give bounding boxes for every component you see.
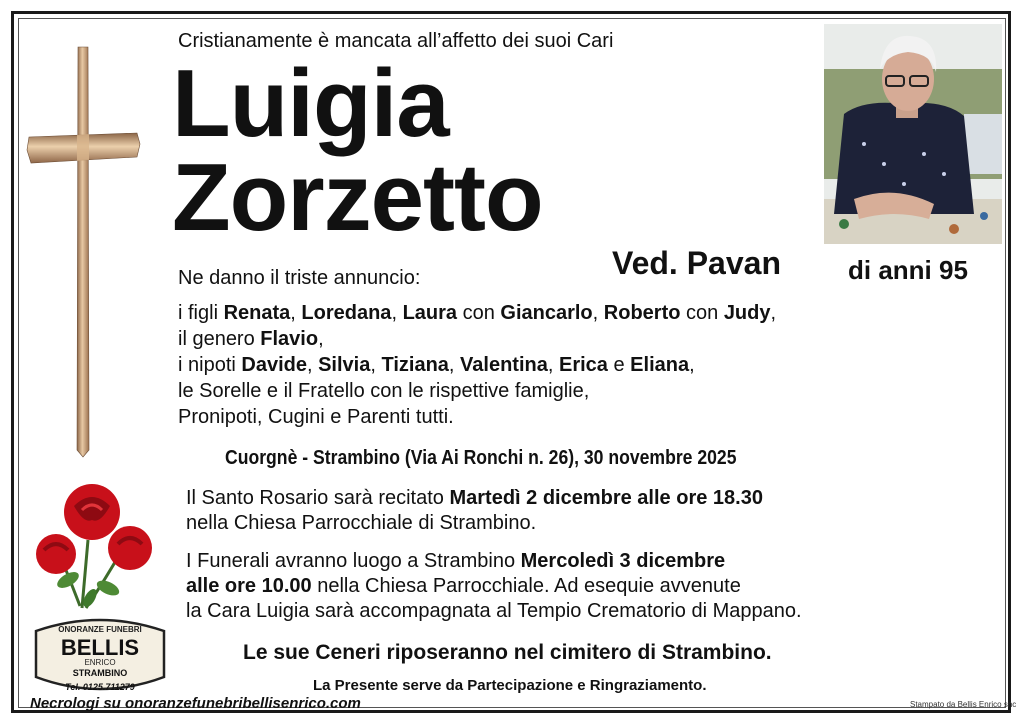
- bellis-logo: [30, 615, 170, 697]
- funeral-notice: I Funerali avranno luogo a Strambino Mercoledì 3 dicembre alle ore 10.00 nella Chiesa Parrocchiale. Ad esequie avvenute la Cara Luigia sarà accompagnata al Tempio Crematorio di Mappano.: [186, 550, 802, 622]
- website-line: Necrologi su onoranzefunebribellisenrico.com: [30, 695, 361, 712]
- roses-icon: [30, 480, 160, 610]
- age: di anni 95: [848, 255, 968, 285]
- svg-text:ENRICO: ENRICO: [84, 658, 116, 667]
- relatives-list: [178, 300, 938, 430]
- intro-line: Cristianamente è mancata all’affetto dei suoi Cari: [178, 30, 614, 52]
- rosary-notice: Il Santo Rosario sarà recitato Martedì 2 dicembre alle ore 18.30 nella Chiesa Parrocchiale di Strambino.: [186, 487, 763, 534]
- svg-text:Tel. 0125.711279: Tel. 0125.711279: [65, 682, 135, 692]
- place-date-line: Cuorgnè - Strambino (Via Ai Ronchi n. 26), 30 novembre 2025: [225, 447, 737, 469]
- first-name: Luigia: [172, 50, 449, 157]
- announce-line: Ne danno il triste annuncio:: [178, 267, 421, 289]
- svg-text:STRAMBINO: STRAMBINO: [72, 668, 128, 678]
- widow-of: Ved. Pavan: [612, 245, 781, 281]
- relatives-line: le Sorelle e il Fratello con le rispettive famiglie,: [178, 380, 590, 402]
- svg-text:BELLIS: BELLIS: [60, 635, 140, 660]
- portrait-photo: [824, 24, 1002, 244]
- printed-by: Stampato da Bellis Enrico snc: [910, 700, 1017, 709]
- cross-icon: [25, 45, 145, 460]
- ashes-line: Le sue Ceneri riposeranno nel cimitero di Strambino.: [243, 641, 772, 664]
- relatives-line: i figli Renata, Loredana, Laura con Giancarlo, Roberto con Judy,: [178, 302, 777, 324]
- svg-text:ONORANZE FUNEBRI: ONORANZE FUNEBRI: [58, 625, 142, 634]
- relatives-line: Pronipoti, Cugini e Parenti tutti.: [178, 406, 454, 428]
- relatives-line: i nipoti Davide, Silvia, Tiziana, Valentina, Erica e Eliana,: [178, 354, 695, 376]
- relatives-line: il genero Flavio,: [178, 328, 324, 350]
- last-name: Zorzetto: [172, 144, 543, 251]
- thanks-line: La Presente serve da Partecipazione e Ringraziamento.: [313, 677, 707, 694]
